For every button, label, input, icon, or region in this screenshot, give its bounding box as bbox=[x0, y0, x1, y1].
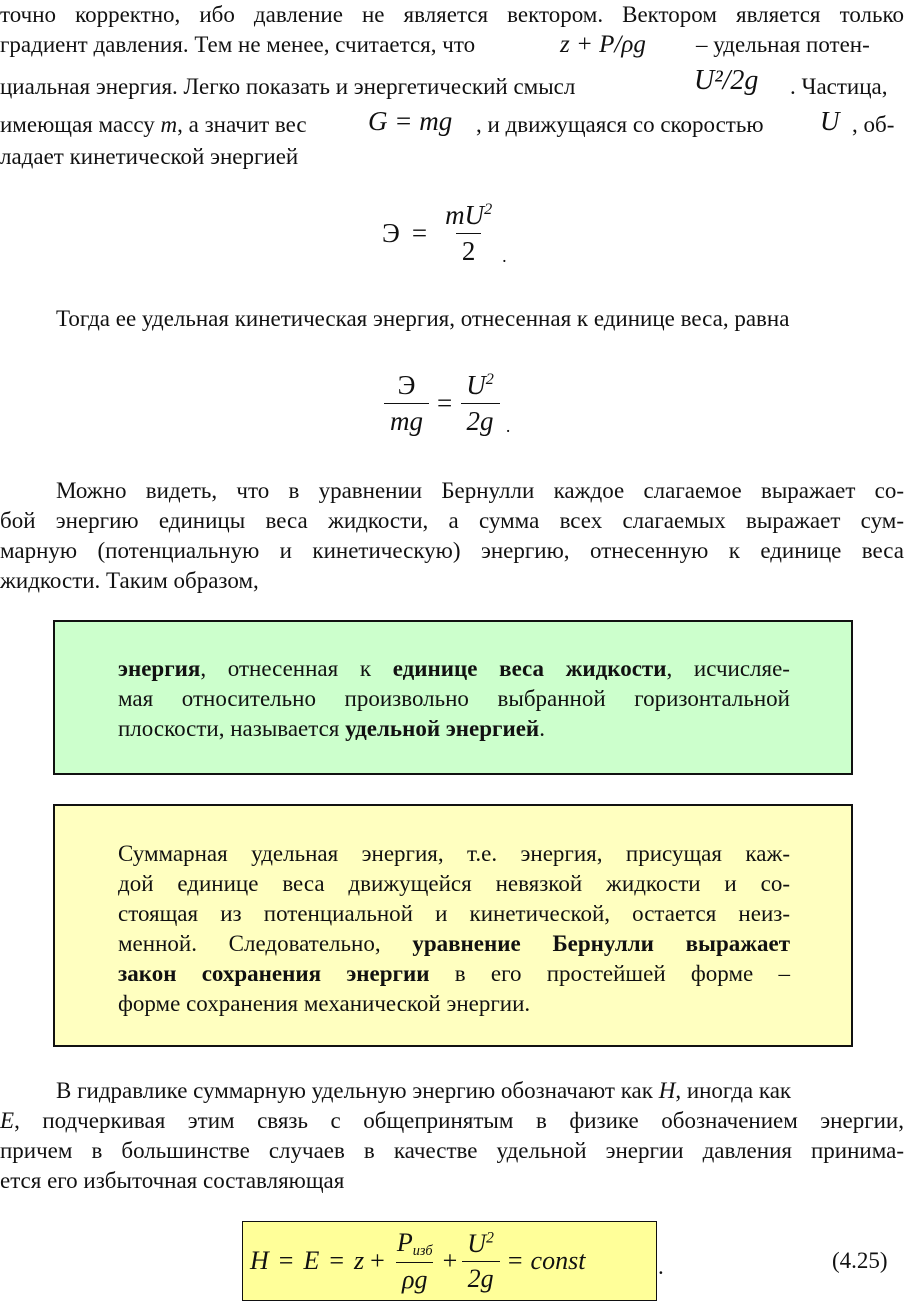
text-line: Можно видеть, что в уравнении Бернулли каждое слагаемое выражает со- bbox=[56, 478, 904, 503]
text-line: плоскости, называется удельной энергией. bbox=[118, 716, 545, 741]
text-line: Тогда ее удельная кинетическая энергия, отнесенная к единице веса, равна bbox=[56, 306, 790, 331]
statement-box bbox=[53, 804, 853, 1047]
text-line bbox=[0, 30, 904, 60]
numerator: $P_{изб}$ bbox=[396, 1227, 433, 1259]
numerator: $mU^2$ bbox=[445, 200, 493, 230]
text-line bbox=[0, 65, 904, 102]
fraction bbox=[384, 370, 429, 437]
text-line: Суммарная удельная энергия, т.е. энергия, присущая каж- bbox=[118, 841, 790, 866]
text-line: ладает кинетической энергией bbox=[0, 144, 299, 169]
text-line: причем в большинстве случаев в качестве удельной энергии давления принима- bbox=[0, 1138, 904, 1163]
text-fragment: – удельная потен- bbox=[696, 32, 870, 57]
text-fragment: . Частица, bbox=[790, 74, 888, 99]
equals-sign: = bbox=[411, 218, 428, 248]
denominator: mg bbox=[384, 403, 429, 437]
text-line: В гидравлике суммарную удельную энергию обозначают как H, иногда как bbox=[56, 1078, 792, 1103]
equation-specific-kinetic bbox=[384, 370, 510, 437]
symbol-energy: Э bbox=[382, 218, 400, 248]
text-line bbox=[0, 106, 904, 140]
equals-sign: = bbox=[437, 388, 453, 418]
var-velocity: U bbox=[820, 106, 840, 136]
period: . bbox=[658, 1254, 664, 1279]
text-line: жидкости. Таким образом, bbox=[0, 568, 259, 593]
equation-kinetic-energy bbox=[382, 200, 507, 267]
text-line: форме сохранения механической энергии. bbox=[118, 991, 531, 1016]
numerator: Э bbox=[397, 370, 416, 400]
text-fragment: градиент давления. Тем не менее, считается, что bbox=[0, 32, 476, 57]
text-line: стоящая из потенциальной и кинетической, остается неиз- bbox=[118, 901, 790, 926]
numerator: $U^2$ bbox=[467, 1228, 494, 1258]
fraction bbox=[461, 1229, 500, 1294]
numerator: $U^2$ bbox=[466, 370, 494, 400]
formula-potential: z + P/ρg bbox=[560, 31, 646, 58]
text-fragment: , об- bbox=[852, 112, 895, 137]
text-line: энергия, отнесенная к единице веса жидкости, исчисляе- bbox=[118, 656, 790, 681]
period: . bbox=[505, 416, 511, 436]
text-fragment: имеющая массу bbox=[0, 112, 155, 137]
text-line: E, подчеркивая этим связь с общепринятым в физике обозначением энергии, bbox=[0, 1108, 904, 1133]
fraction bbox=[460, 370, 500, 437]
text-line: дой единице веса движущейся невязкой жидкости и со- bbox=[118, 871, 790, 896]
text-fragment: циальная энергия. Легко показать и энергетический смысл bbox=[0, 74, 576, 99]
equation-total-energy: H = E = z + $\frac{P_{изб}}{\rho g}$ + $\frac{U^2}{2g}$ = const bbox=[250, 1227, 586, 1294]
var-E: E bbox=[0, 1108, 15, 1133]
denominator: 2 bbox=[456, 233, 482, 267]
definition-box bbox=[53, 620, 853, 775]
fraction bbox=[391, 1228, 439, 1295]
text-fragment: , и движущаяся со скоростью bbox=[476, 112, 764, 137]
formula-kinetic-term: U²/2g bbox=[694, 65, 759, 96]
formula-weight: G = mg bbox=[368, 106, 453, 136]
denominator: 2g bbox=[461, 403, 500, 437]
text-line: точно корректно, ибо давление не является вектором. Вектором является только bbox=[0, 2, 904, 27]
denominator: ρg bbox=[396, 1262, 433, 1295]
equation-number: (4.25) bbox=[832, 1248, 888, 1273]
text-line: бой энергию единицы веса жидкости, а сумма всех слагаемых выражает сум- bbox=[0, 508, 904, 533]
text-line: менной. Следовательно, уравнение Бернулли выражает bbox=[118, 931, 790, 956]
text-line: мая относительно произвольно выбранной горизонтальной bbox=[118, 686, 790, 711]
denominator: 2g bbox=[462, 1261, 500, 1294]
var-mass: m bbox=[160, 112, 178, 137]
fraction bbox=[439, 200, 498, 267]
text-line: ется его избыточная составляющая bbox=[0, 1168, 345, 1193]
text-fragment: , а значит вес bbox=[177, 112, 307, 137]
period: . bbox=[502, 246, 507, 266]
text-line: закон сохранения энергии в его простейшей форме – bbox=[118, 961, 791, 986]
text-line: марную (потенциальную и кинетическую) энергию, отнесенную к единице веса bbox=[0, 538, 904, 563]
var-H: H bbox=[658, 1078, 676, 1103]
